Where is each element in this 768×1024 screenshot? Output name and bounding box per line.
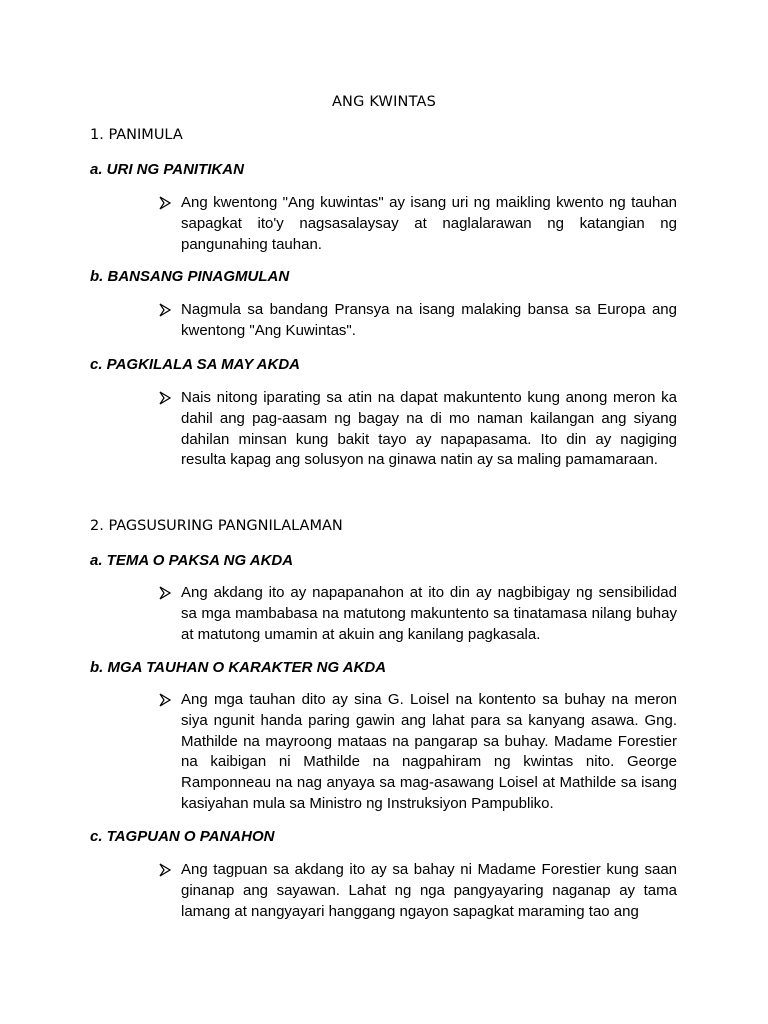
- subheading-uri-ng-panitikan: a. URI NG PANITIKAN: [90, 161, 244, 178]
- bullet-item-pagkilala-sa-may-akda: [159, 388, 677, 471]
- subheading-mga-tauhan: b. MGA TAUHAN O KARAKTER NG AKDA: [90, 659, 387, 676]
- bullet-item-mga-tauhan: [159, 690, 677, 815]
- document-title: ANG KWINTAS: [331, 94, 437, 110]
- arrow-bullet-icon: [159, 390, 171, 406]
- paragraph-uri-ng-panitikan: Ang kwentong "Ang kuwintas" ay isang uri ng maikling kwento ng tauhan sapagkat ito'y nagsasalaysay at naglalarawan ng katangian ng pangunahing tauhan.: [181, 194, 677, 253]
- paragraph-pagkilala-sa-may-akda: Nais nitong iparating sa atin na dapat makuntento kung anong meron ka dahil ang pag-aasam ng bagay na di mo naman kailangan ang siyang dahilan minsan kung bakit tayo ay napapasama. Ito din ay nagiging resulta kapag ang solusyon na ginawa natin ay sa maling pamamaraan.: [181, 389, 677, 469]
- subheading-bansang-pinagmulan: b. BANSANG PINAGMULAN: [90, 268, 290, 285]
- section-heading-pagsusuring-pangnilalaman: 2. PAGSUSURING PANGNILALAMAN: [90, 518, 343, 534]
- arrow-bullet-icon: [159, 585, 171, 601]
- bullet-item-tema-o-paksa: [159, 583, 677, 645]
- bullet-item-uri-ng-panitikan: [159, 193, 677, 255]
- arrow-bullet-icon: [159, 692, 171, 708]
- section-heading-panimula: 1. PANIMULA: [90, 127, 183, 143]
- paragraph-bansang-pinagmulan: Nagmula sa bandang Pransya na isang malaking bansa sa Europa ang kwentong "Ang Kuwintas".: [181, 301, 677, 339]
- bullet-item-bansang-pinagmulan: [159, 300, 677, 342]
- subheading-pagkilala-sa-may-akda: c. PAGKILALA SA MAY AKDA: [90, 356, 301, 373]
- arrow-bullet-icon: [159, 302, 171, 318]
- subheading-tagpuan-o-panahon: c. TAGPUAN O PANAHON: [90, 828, 275, 845]
- arrow-bullet-icon: [159, 195, 171, 211]
- paragraph-mga-tauhan: Ang mga tauhan dito ay sina G. Loisel na kontento sa buhay na meron siya ngunit handa paring gawin ang lahat para sa kanyang asawa. Gng. Mathilde na mayroong mataas na pangarap sa buhay. Madame Forestier na kaibigan ni Mathilde na nagpahiram ng kwintas nito. George Ramponneau na nag anyaya sa mag-asawang Loisel at Mathilde sa isang kasiyahan mula sa Ministro ng Instruksiyon Pampubliko.: [181, 691, 677, 812]
- arrow-bullet-icon: [159, 862, 171, 878]
- subheading-tema-o-paksa: a. TEMA O PAKSA NG AKDA: [90, 552, 294, 569]
- bullet-item-tagpuan-o-panahon: [159, 860, 677, 922]
- paragraph-tagpuan-o-panahon: Ang tagpuan sa akdang ito ay sa bahay ni Madame Forestier kung saan ginanap ang sayawan. Lahat ng nga pangyayaring naganap ay tama lamang at nangyayari hanggang ngayon sapagkat maraming tao ang: [181, 861, 677, 920]
- paragraph-tema-o-paksa: Ang akdang ito ay napapanahon at ito din ay nagbibigay ng sensibilidad sa mga mambabasa na matutong makuntento sa tinatamasa nilang buhay at matutong umamin at akuin ang kanilang pagkasala.: [181, 584, 677, 643]
